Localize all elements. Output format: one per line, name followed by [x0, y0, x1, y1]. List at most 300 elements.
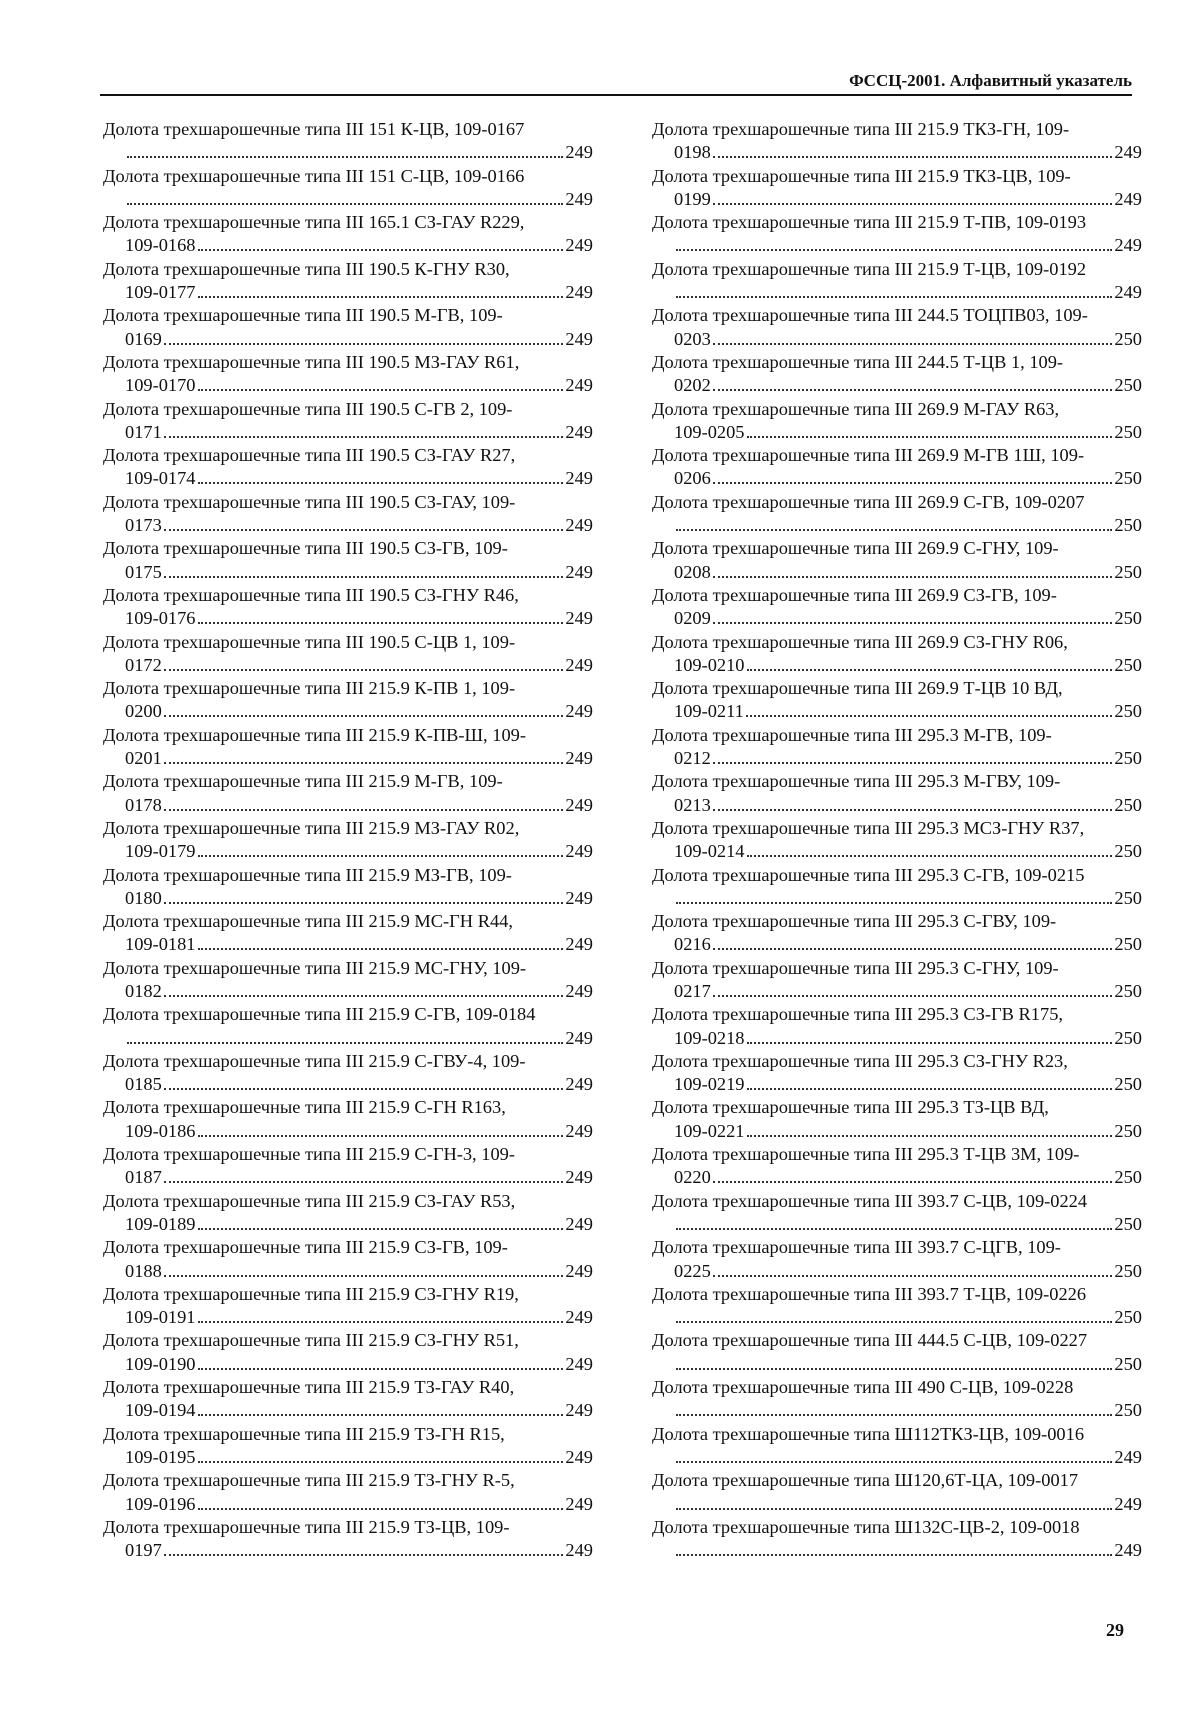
dot-leader: [164, 762, 564, 764]
index-entry: [652, 165, 1142, 212]
index-entry: [103, 1003, 593, 1050]
dot-leader: [747, 436, 1113, 438]
entry-code-continuation: 0198: [674, 142, 711, 163]
dot-leader: [676, 1508, 1112, 1510]
entry-page-number: 250: [1114, 748, 1142, 769]
entry-title: Долота трехшарошечные типа III 244.5 Т-ЦВ 1, 109-: [652, 351, 1064, 372]
entry-title: Долота трехшарошечные типа Ш132С-ЦВ-2, 109-0018: [652, 1516, 1080, 1537]
entry-page-number: 249: [565, 1074, 593, 1095]
index-entry: [652, 118, 1142, 165]
dot-leader: [713, 948, 1113, 950]
dot-leader: [164, 1554, 564, 1556]
entry-page-number: 250: [1114, 841, 1142, 862]
dot-leader: [676, 1321, 1112, 1323]
entry-reference-line: [652, 374, 1142, 397]
dot-leader: [198, 1228, 564, 1230]
index-entry: [652, 444, 1142, 491]
entry-title: Долота трехшарошечные типа III 215.9 ТЗ-ГАУ R40,: [103, 1377, 515, 1398]
index-entry: [103, 724, 593, 771]
entry-title: Долота трехшарошечные типа III 215.9 К-ПВ 1, 109-: [103, 678, 516, 699]
dot-leader: [713, 389, 1113, 391]
entry-title: Долота трехшарошечные типа III 215.9 Т-ЦВ, 109-0192: [652, 258, 1087, 279]
dot-leader: [198, 482, 564, 484]
entry-reference-line: [652, 561, 1142, 584]
entry-title: Долота трехшарошечные типа III 215.9 ТЗ-ГНУ R-5,: [103, 1470, 515, 1491]
entry-reference-line: [652, 980, 1142, 1003]
dot-leader: [676, 902, 1112, 904]
entry-code-continuation: 109-0177: [125, 282, 196, 303]
entry-page-number: 250: [1114, 934, 1142, 955]
entry-page-number: 249: [565, 1307, 593, 1328]
entry-reference-line: [103, 188, 593, 211]
entry-title: Долота трехшарошечные типа III 151 К-ЦВ, 109-0167: [103, 119, 525, 139]
entry-title: Долота трехшарошечные типа III 269.9 М-ГВ 1Ш, 109-: [652, 445, 1085, 466]
index-entry: [652, 724, 1142, 771]
entry-code-continuation: 0225: [674, 1260, 711, 1281]
entry-page-number: 249: [565, 1446, 593, 1467]
entry-reference-line: [652, 281, 1142, 304]
entry-reference-line: [103, 328, 593, 351]
entry-code-continuation: 0206: [674, 468, 711, 489]
entry-title: Долота трехшарошечные типа III 190.5 МЗ-ГАУ R61,: [103, 351, 520, 372]
dot-leader: [127, 203, 563, 205]
entry-title: Долота трехшарошечные типа III 215.9 ТКЗ-ЦВ, 109-: [652, 165, 1071, 186]
entry-reference-line: [652, 933, 1142, 956]
entry-page-number: 249: [565, 887, 593, 908]
entry-title: Долота трехшарошечные типа III 215.9 МЗ-ГВ, 109-: [103, 864, 512, 885]
entry-title: Долота трехшарошечные типа III 215.9 М-ГВ, 109-: [103, 771, 503, 792]
entry-title: Долота трехшарошечные типа III 269.9 СЗ-ГВ, 109-: [652, 584, 1057, 605]
entry-title: Долота трехшарошечные типа III 295.3 МСЗ-ГНУ R37,: [652, 817, 1085, 838]
entry-code-continuation: 0188: [125, 1260, 162, 1281]
entry-reference-line: [103, 980, 593, 1003]
index-entry: [103, 631, 593, 678]
dot-leader: [164, 902, 564, 904]
index-entry: [652, 491, 1142, 538]
entry-title: Долота трехшарошечные типа III 393.7 Т-ЦВ, 109-0226: [652, 1283, 1087, 1304]
index-entry: [652, 537, 1142, 584]
entry-code-continuation: 0220: [674, 1167, 711, 1188]
entry-title: Долота трехшарошечные типа III 190.5 С-ЦВ 1, 109-: [103, 631, 516, 652]
index-entry: [103, 1096, 593, 1143]
entry-title: Долота трехшарошечные типа Ш112ТКЗ-ЦВ, 109-0016: [652, 1423, 1085, 1444]
entry-code-continuation: 0213: [674, 794, 711, 815]
entry-reference-line: [103, 281, 593, 304]
entry-reference-line: [103, 1027, 593, 1050]
dot-leader: [713, 482, 1113, 484]
index-entry: [652, 351, 1142, 398]
dot-leader: [713, 762, 1113, 764]
entry-code-continuation: 109-0221: [674, 1120, 745, 1141]
entry-page-number: 249: [1114, 282, 1142, 303]
entry-title: Долота трехшарошечные типа III 215.9 С-ГВУ-4, 109-: [103, 1050, 526, 1071]
entry-reference-line: [103, 654, 593, 677]
index-entry: [652, 770, 1142, 817]
entry-reference-line: [652, 1027, 1142, 1050]
dot-leader: [164, 436, 564, 438]
dot-leader: [713, 576, 1113, 578]
entry-page-number: 249: [565, 701, 593, 722]
entry-title: Долота трехшарошечные типа III 215.9 К-ПВ-Ш, 109-: [103, 724, 526, 745]
index-entry: [103, 491, 593, 538]
entry-reference-line: [103, 1353, 593, 1376]
entry-code-continuation: 0197: [125, 1540, 162, 1561]
entry-page-number: 250: [1114, 515, 1142, 536]
entry-page-number: 250: [1114, 701, 1142, 722]
entry-title: Долота трехшарошечные типа III 215.9 СЗ-ГВ, 109-: [103, 1237, 508, 1258]
index-entry: [103, 398, 593, 445]
entry-page-number: 249: [565, 375, 593, 396]
dot-leader: [676, 1461, 1112, 1463]
index-entry: [652, 258, 1142, 305]
index-entry: [103, 1190, 593, 1237]
index-entry: [103, 817, 593, 864]
entry-code-continuation: 0203: [674, 328, 711, 349]
entry-page-number: 249: [565, 515, 593, 536]
dot-leader: [164, 529, 564, 531]
entry-code-continuation: 0169: [125, 328, 162, 349]
entry-page-number: 250: [1114, 1307, 1142, 1328]
dot-leader: [164, 809, 564, 811]
index-entry: [652, 1190, 1142, 1237]
entry-title: Долота трехшарошечные типа Ш120,6Т-ЦА, 109-0017: [652, 1470, 1079, 1491]
dot-leader: [127, 156, 563, 158]
entry-title: Долота трехшарошечные типа III 295.3 ТЗ-ЦВ ВД,: [652, 1097, 1049, 1118]
entry-page-number: 250: [1114, 328, 1142, 349]
dot-leader: [198, 1135, 564, 1137]
index-entry: [652, 584, 1142, 631]
header-title: ФССЦ-2001. Алфавитный указатель: [849, 71, 1132, 90]
entry-reference-line: [103, 1120, 593, 1143]
entry-code-continuation: 0175: [125, 561, 162, 582]
entry-page-number: 249: [565, 235, 593, 256]
dot-leader: [164, 1181, 564, 1183]
entry-reference-line: [652, 1446, 1142, 1469]
index-entry: [103, 537, 593, 584]
entry-title: Долота трехшарошечные типа III 215.9 С-ГН R163,: [103, 1097, 506, 1118]
dot-leader: [747, 1088, 1113, 1090]
entry-reference-line: [652, 887, 1142, 910]
index-entry: [103, 1236, 593, 1283]
entry-page-number: 249: [565, 1167, 593, 1188]
index-entry: [652, 398, 1142, 445]
index-entry: [652, 1236, 1142, 1283]
dot-leader: [676, 1368, 1112, 1370]
entry-page-number: 249: [1114, 1540, 1142, 1561]
entry-reference-line: [103, 374, 593, 397]
entry-title: Долота трехшарошечные типа III 215.9 С-ГН-3, 109-: [103, 1144, 515, 1165]
entry-page-number: 249: [565, 1213, 593, 1234]
entry-page-number: 250: [1114, 887, 1142, 908]
entry-reference-line: [103, 1213, 593, 1236]
entry-code-continuation: 109-0219: [674, 1074, 745, 1095]
dot-leader: [198, 1414, 564, 1416]
dot-leader: [164, 669, 564, 671]
entry-title: Долота трехшарошечные типа III 269.9 С-ГНУ, 109-: [652, 538, 1059, 559]
dot-leader: [198, 1508, 564, 1510]
dot-leader: [198, 249, 564, 251]
entry-reference-line: [103, 467, 593, 490]
entry-reference-line: [103, 561, 593, 584]
index-entry: [103, 1469, 593, 1516]
entry-page-number: 249: [565, 1027, 593, 1048]
entry-reference-line: [652, 1073, 1142, 1096]
entry-reference-line: [652, 514, 1142, 537]
entry-reference-line: [103, 1306, 593, 1329]
entry-reference-line: [103, 607, 593, 630]
entry-reference-line: [652, 794, 1142, 817]
entry-reference-line: [652, 188, 1142, 211]
index-entry: [103, 1329, 593, 1376]
dot-leader: [676, 1414, 1112, 1416]
entry-page-number: 249: [565, 421, 593, 442]
entry-reference-line: [652, 1399, 1142, 1422]
entry-code-continuation: 0173: [125, 515, 162, 536]
dot-leader: [747, 669, 1113, 671]
entry-page-number: 249: [565, 282, 593, 303]
entry-page-number: 249: [565, 794, 593, 815]
index-entry: [103, 584, 593, 631]
entry-code-continuation: 0171: [125, 421, 162, 442]
dot-leader: [713, 1275, 1113, 1277]
entry-page-number: 250: [1114, 468, 1142, 489]
dot-leader: [713, 995, 1113, 997]
index-entry: [652, 1283, 1142, 1330]
entry-reference-line: [652, 1353, 1142, 1376]
entry-page-number: 249: [565, 841, 593, 862]
entry-page-number: 250: [1114, 1260, 1142, 1281]
dot-leader: [747, 1135, 1113, 1137]
page-number: 29: [1106, 1620, 1124, 1640]
entry-page-number: 250: [1114, 1400, 1142, 1421]
entry-code-continuation: 109-0211: [674, 701, 744, 722]
entry-title: Долота трехшарошечные типа III 393.7 С-ЦГВ, 109-: [652, 1237, 1061, 1258]
entry-reference-line: [103, 421, 593, 444]
entry-page-number: 249: [565, 934, 593, 955]
dot-leader: [164, 1275, 564, 1277]
entry-title: Долота трехшарошечные типа III 269.9 СЗ-ГНУ R06,: [652, 631, 1068, 652]
entry-reference-line: [103, 1260, 593, 1283]
entry-title: Долота трехшарошечные типа III 215.9 МЗ-ГАУ R02,: [103, 817, 520, 838]
dot-leader: [676, 529, 1112, 531]
entry-title: Долота трехшарошечные типа III 190.5 М-ГВ, 109-: [103, 305, 503, 326]
index-entry: [103, 211, 593, 258]
index-entry: [652, 1050, 1142, 1097]
entry-page-number: 249: [1114, 1446, 1142, 1467]
entry-title: Долота трехшарошечные типа III 490 С-ЦВ, 109-0228: [652, 1377, 1074, 1398]
index-entry: [103, 770, 593, 817]
dot-leader: [198, 622, 564, 624]
entry-code-continuation: 109-0168: [125, 235, 196, 256]
dot-leader: [713, 622, 1113, 624]
entry-page-number: 249: [1114, 142, 1142, 163]
entry-reference-line: [652, 747, 1142, 770]
entry-code-continuation: 0178: [125, 794, 162, 815]
index-entry: [103, 957, 593, 1004]
entry-code-continuation: 0172: [125, 654, 162, 675]
entry-code-continuation: 109-0190: [125, 1353, 196, 1374]
dot-leader: [713, 343, 1113, 345]
dot-leader: [713, 156, 1113, 158]
index-entry: [103, 864, 593, 911]
entry-title: Долота трехшарошечные типа III 215.9 МС-ГНУ, 109-: [103, 957, 527, 978]
entry-title: Долота трехшарошечные типа III 215.9 СЗ-ГАУ R53,: [103, 1190, 516, 1211]
entry-page-number: 249: [565, 608, 593, 629]
entry-reference-line: [103, 234, 593, 257]
index-entry: [103, 351, 593, 398]
entry-code-continuation: 0201: [125, 748, 162, 769]
dot-leader: [198, 1368, 564, 1370]
index-entry: [103, 1423, 593, 1470]
index-entry: [652, 211, 1142, 258]
entry-page-number: 249: [1114, 188, 1142, 209]
entry-page-number: 249: [565, 654, 593, 675]
entry-title: Долота трехшарошечные типа III 295.3 С-ГНУ, 109-: [652, 957, 1059, 978]
index-entry: [652, 864, 1142, 911]
entry-reference-line: [103, 1073, 593, 1096]
entry-code-continuation: 109-0210: [674, 654, 745, 675]
entry-page-number: 249: [565, 561, 593, 582]
entry-title: Долота трехшарошечные типа III 244.5 ТОЦПВ03, 109-: [652, 305, 1088, 326]
entry-code-continuation: 0212: [674, 748, 711, 769]
entry-page-number: 249: [565, 1493, 593, 1514]
entry-title: Долота трехшарошечные типа III 215.9 Т-ПВ, 109-0193: [652, 212, 1087, 233]
dot-leader: [198, 296, 564, 298]
entry-code-continuation: 109-0218: [674, 1027, 745, 1048]
entry-title: Долота трехшарошечные типа III 295.3 С-ГВ, 109-0215: [652, 864, 1085, 885]
dot-leader: [713, 809, 1113, 811]
entry-reference-line: [652, 141, 1142, 164]
entry-title: Долота трехшарошечные типа III 269.9 Т-ЦВ 10 ВД,: [652, 678, 1063, 699]
entry-reference-line: [103, 700, 593, 723]
entry-page-number: 249: [1114, 235, 1142, 256]
index-entry: [103, 258, 593, 305]
entry-page-number: 250: [1114, 608, 1142, 629]
entry-title: Долота трехшарошечные типа III 269.9 С-ГВ, 109-0207: [652, 491, 1085, 512]
entry-title: Долота трехшарошечные типа III 190.5 С-ГВ 2, 109-: [103, 398, 513, 419]
index-entry: [652, 1469, 1142, 1516]
dot-leader: [676, 296, 1112, 298]
entry-page-number: 249: [565, 468, 593, 489]
entry-page-number: 250: [1114, 1120, 1142, 1141]
entry-reference-line: [652, 467, 1142, 490]
dot-leader: [676, 249, 1112, 251]
entry-title: Долота трехшарошечные типа III 215.9 МС-ГН R44,: [103, 911, 513, 932]
entry-page-number: 249: [565, 1400, 593, 1421]
dot-leader: [198, 948, 564, 950]
entry-page-number: 250: [1114, 1027, 1142, 1048]
entry-reference-line: [103, 887, 593, 910]
index-entry: [652, 1003, 1142, 1050]
entry-page-number: 250: [1114, 1167, 1142, 1188]
entry-code-continuation: 0185: [125, 1074, 162, 1095]
index-entry: [103, 165, 593, 212]
entry-page-number: 249: [1114, 1493, 1142, 1514]
dot-leader: [198, 855, 564, 857]
entry-code-continuation: 0209: [674, 608, 711, 629]
entry-reference-line: [652, 421, 1142, 444]
entry-page-number: 250: [1114, 421, 1142, 442]
index-entry: [652, 1096, 1142, 1143]
dot-leader: [747, 1042, 1113, 1044]
entry-reference-line: [103, 1399, 593, 1422]
dot-leader: [676, 1228, 1112, 1230]
dot-leader: [164, 1088, 564, 1090]
entry-code-continuation: 0199: [674, 188, 711, 209]
entry-page-number: 250: [1114, 1074, 1142, 1095]
index-entry: [652, 957, 1142, 1004]
entry-title: Долота трехшарошечные типа III 295.3 СЗ-ГНУ R23,: [652, 1050, 1068, 1071]
dot-leader: [746, 715, 1113, 717]
entry-reference-line: [103, 933, 593, 956]
index-column-right: [652, 118, 1142, 1562]
entry-code-continuation: 109-0195: [125, 1446, 196, 1467]
index-entry: [103, 910, 593, 957]
entry-title: Долота трехшарошечные типа III 215.9 ТКЗ-ГН, 109-: [652, 119, 1070, 139]
entry-code-continuation: 109-0194: [125, 1400, 196, 1421]
entry-title: Долота трехшарошечные типа III 215.9 СЗ-ГНУ R19,: [103, 1283, 519, 1304]
index-entry: [652, 677, 1142, 724]
index-entry: [652, 1143, 1142, 1190]
entry-title: Долота трехшарошечные типа III 295.3 М-ГВ, 109-: [652, 724, 1052, 745]
entry-title: Долота трехшарошечные типа III 295.3 С-ГВУ, 109-: [652, 911, 1057, 932]
entry-code-continuation: 109-0214: [674, 841, 745, 862]
entry-page-number: 249: [565, 328, 593, 349]
entry-title: Долота трехшарошечные типа III 215.9 ТЗ-ЦВ, 109-: [103, 1516, 510, 1537]
index-entry: [652, 817, 1142, 864]
entry-code-continuation: 0200: [125, 701, 162, 722]
entry-page-number: 249: [565, 980, 593, 1001]
running-header: [100, 64, 1132, 96]
entry-reference-line: [103, 747, 593, 770]
dot-leader: [164, 995, 564, 997]
dot-leader: [676, 1554, 1112, 1556]
index-entry: [103, 1143, 593, 1190]
entry-code-continuation: 109-0174: [125, 468, 196, 489]
index-entry: [652, 304, 1142, 351]
entry-reference-line: [652, 654, 1142, 677]
dot-leader: [164, 576, 564, 578]
entry-reference-line: [652, 607, 1142, 630]
entry-page-number: 250: [1114, 654, 1142, 675]
entry-page-number: 249: [565, 1353, 593, 1374]
entry-reference-line: [652, 1213, 1142, 1236]
entry-reference-line: [652, 328, 1142, 351]
entry-code-continuation: 109-0176: [125, 608, 196, 629]
entry-title: Долота трехшарошечные типа III 269.9 М-ГАУ R63,: [652, 398, 1060, 419]
entry-page-number: 250: [1114, 980, 1142, 1001]
entry-reference-line: [652, 840, 1142, 863]
entry-code-continuation: 109-0196: [125, 1493, 196, 1514]
entry-reference-line: [652, 1539, 1142, 1562]
entry-code-continuation: 109-0186: [125, 1120, 196, 1141]
entry-title: Долота трехшарошечные типа III 215.9 ТЗ-ГН R15,: [103, 1423, 505, 1444]
entry-code-continuation: 0216: [674, 934, 711, 955]
index-entry: [652, 1423, 1142, 1470]
entry-reference-line: [652, 1306, 1142, 1329]
entry-code-continuation: 109-0181: [125, 934, 196, 955]
entry-code-continuation: 109-0191: [125, 1307, 196, 1328]
entry-title: Долота трехшарошечные типа III 295.3 М-ГВУ, 109-: [652, 771, 1061, 792]
index-entry: [652, 1329, 1142, 1376]
entry-code-continuation: 109-0189: [125, 1213, 196, 1234]
index-entry: [652, 631, 1142, 678]
dot-leader: [198, 1461, 564, 1463]
entry-reference-line: [103, 1166, 593, 1189]
entry-page-number: 250: [1114, 561, 1142, 582]
entry-page-number: 250: [1114, 1213, 1142, 1234]
entry-title: Долота трехшарошечные типа III 295.3 Т-ЦВ 3М, 109-: [652, 1144, 1080, 1165]
